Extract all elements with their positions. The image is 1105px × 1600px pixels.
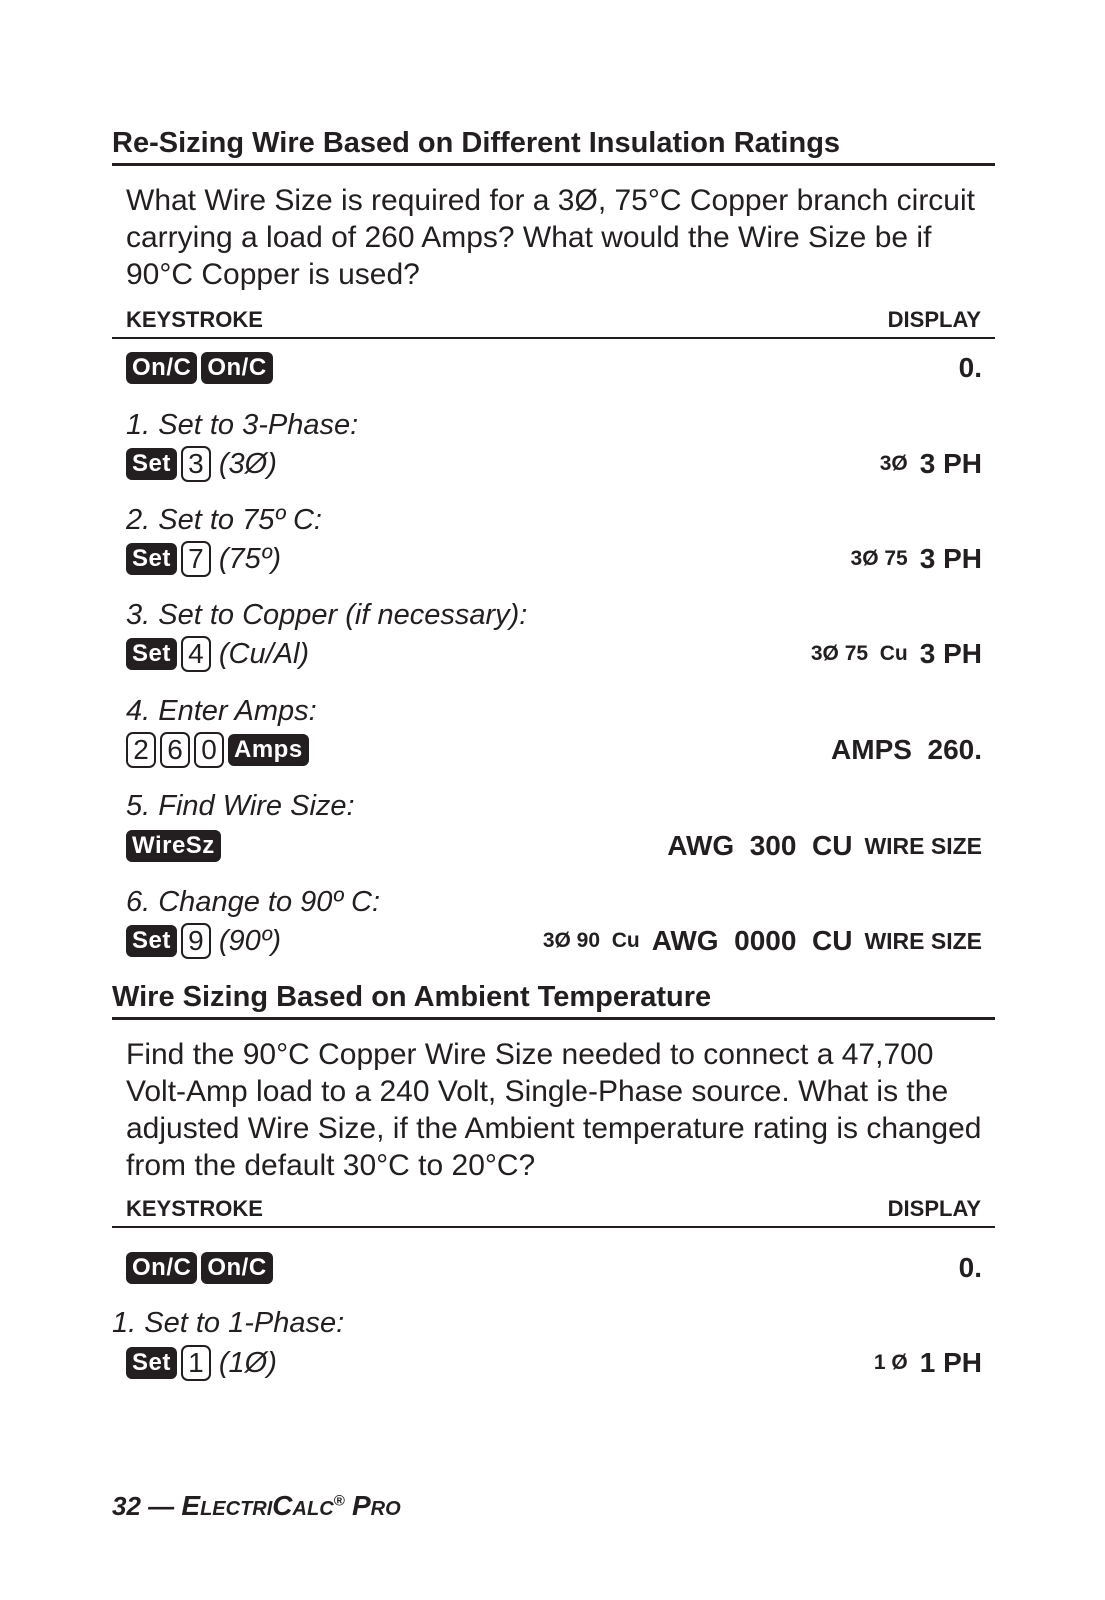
display-value: AMPS 260. xyxy=(831,734,982,765)
step-label: 4. Enter Amps: xyxy=(126,695,317,727)
digit-key-7[interactable]: 7 xyxy=(181,541,211,577)
display-annunciator: 3Ø 90 Cu xyxy=(542,929,640,952)
wiresz-key[interactable]: WireSz xyxy=(126,830,221,862)
keystroke-label: KEYSTROKE xyxy=(126,1196,263,1221)
on-c-key[interactable]: On/C xyxy=(201,352,272,384)
display-value: 3 PH xyxy=(919,543,982,574)
digit-key-6[interactable]: 6 xyxy=(160,732,190,768)
on-c-key[interactable]: On/C xyxy=(201,1252,272,1284)
clear-row xyxy=(112,1248,982,1288)
display-annunciator: 1 Ø xyxy=(873,1351,908,1374)
display-annunciator: 3Ø xyxy=(879,452,908,475)
step-label: 5. Find Wire Size: xyxy=(126,790,355,822)
set-key[interactable]: Set xyxy=(126,543,177,575)
amps-key[interactable]: Amps xyxy=(228,734,309,766)
step-label: 2. Set to 75º C: xyxy=(126,504,322,536)
key-note: (75º) xyxy=(218,542,282,575)
digit-key-2[interactable]: 2 xyxy=(126,732,156,768)
problem-paragraph: What Wire Size is required for a 3Ø, 75°C Copper branch circuit carrying a load of 260 Amps? What would the Wire Size be if 90°C Copper is used? xyxy=(126,184,975,291)
display-value: 1 PH xyxy=(919,1347,982,1378)
product-name: ELECTRICALC® PRO xyxy=(181,1490,401,1521)
set-key[interactable]: Set xyxy=(126,448,177,480)
set-key[interactable]: Set xyxy=(126,1347,177,1379)
key-note: (Cu/Al) xyxy=(218,637,310,670)
display-annunciator: WIRE SIZE xyxy=(864,832,982,859)
step-label: 1. Set to 3-Phase: xyxy=(126,409,359,441)
display-annunciator: 3Ø 75 xyxy=(850,547,908,570)
section-title: Wire Sizing Based on Ambient Temperature xyxy=(112,980,995,1020)
digit-key-3[interactable]: 3 xyxy=(181,446,211,482)
on-c-key[interactable]: On/C xyxy=(126,1252,197,1284)
key-note: (90º) xyxy=(218,924,282,957)
step-label: 1. Set to 1-Phase: xyxy=(112,1307,345,1339)
display-value: AWG 300 CU xyxy=(667,830,853,861)
step-label: 6. Change to 90º C: xyxy=(126,886,381,918)
step-row xyxy=(112,539,982,579)
display-value: AWG 0000 CU xyxy=(651,925,853,956)
digit-key-9[interactable]: 9 xyxy=(181,923,211,959)
step-row xyxy=(112,444,982,484)
key-note: (1Ø) xyxy=(218,1346,277,1379)
digit-key-1[interactable]: 1 xyxy=(181,1345,211,1381)
display-value: 0. xyxy=(958,1252,982,1283)
footer-dash: — xyxy=(148,1491,175,1521)
problem-paragraph: Find the 90°C Copper Wire Size needed to connect a 47,700 Volt-Amp load to a 240 Volt, Single-Phase source. What is the adjusted Wire Size, if the Ambient temperature rating is changed from the default 30°C to 20°C? xyxy=(126,1038,982,1182)
set-key[interactable]: Set xyxy=(126,638,177,670)
page-number: 32 xyxy=(112,1491,141,1521)
key-note: (3Ø) xyxy=(218,447,277,480)
display-value: 3 PH xyxy=(919,638,982,669)
clear-row xyxy=(112,348,982,388)
display-annunciator: 3Ø 75 Cu xyxy=(810,642,908,665)
page-footer xyxy=(112,1490,401,1522)
digit-key-0[interactable]: 0 xyxy=(194,732,224,768)
keystroke-label: KEYSTROKE xyxy=(126,307,263,332)
set-key[interactable]: Set xyxy=(126,925,177,957)
keystroke-display-header xyxy=(112,1194,995,1228)
on-c-key[interactable]: On/C xyxy=(126,352,197,384)
step-row xyxy=(112,826,982,866)
display-label: DISPLAY xyxy=(887,1196,981,1221)
digit-key-4[interactable]: 4 xyxy=(181,636,211,672)
display-label: DISPLAY xyxy=(887,307,981,332)
display-value: 0. xyxy=(958,352,982,383)
keystroke-display-header xyxy=(112,305,995,339)
step-row xyxy=(112,1343,982,1383)
step-label: 3. Set to Copper (if necessary): xyxy=(126,599,528,631)
step-row xyxy=(112,730,982,770)
step-row xyxy=(112,921,982,961)
display-annunciator: WIRE SIZE xyxy=(864,927,982,954)
section-title: Re-Sizing Wire Based on Different Insulation Ratings xyxy=(112,126,995,166)
display-value: 3 PH xyxy=(919,448,982,479)
step-row xyxy=(112,634,982,674)
